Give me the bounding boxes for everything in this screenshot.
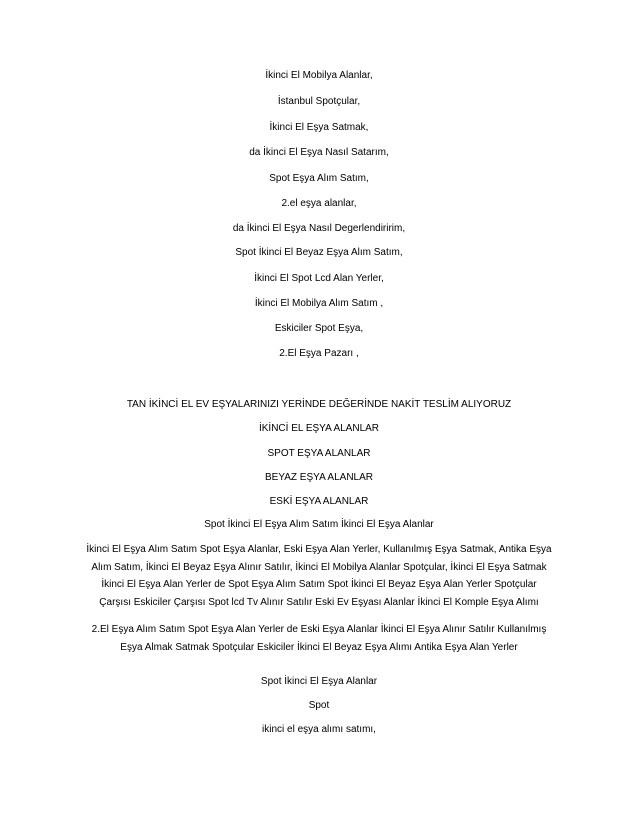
section-heading: İKİNCİ EL EŞYA ALANLAR — [258, 423, 380, 434]
keyword-line: da İkinci El Eşya Nasıl Degerlendiririm, — [232, 223, 406, 234]
keyword-line: Eskiciler Spot Eşya, — [274, 323, 364, 334]
footer-line: Spot İkinci El Eşya Alanlar — [260, 676, 378, 687]
footer-line: Spot — [308, 700, 330, 711]
keyword-line: İstanbul Spotçular, — [277, 96, 361, 107]
footer-line: ikinci el eşya alımı satımı, — [262, 724, 376, 735]
keyword-line: İkinci El Mobilya Alanlar, — [265, 70, 373, 81]
keyword-line: 2.El Eşya Pazarı , — [279, 348, 359, 359]
section-heading: BEYAZ EŞYA ALANLAR — [264, 472, 373, 483]
paragraph-1: İkinci El Eşya Alım Satım Spot Eşya Alanlar, Eski Eşya Alan Yerler, Kullanılmış Eşya Satmak, Antika Eşya Alım Satım, İkinci El Beyaz Eşya Alınır Satılır, İkinci El Mobilya Alanlar Spotçular, İkinci El Eşya Satmak İkinci El Eşya Alan Yerler de Spot Eşya Alım Satım Spot İkinci El Beyaz Eşya Alan Yerler Spotçular Çarşısı Eskiciler Çarşısı Spot lcd Tv Alınır Satılır Eski Ev Eşyası Alanlar İkinci El Komple Eşya Alımı — [86, 544, 552, 608]
keyword-line: 2.el eşya alanlar, — [281, 198, 357, 209]
keyword-line: İkinci El Mobilya Alım Satım , — [254, 298, 384, 309]
section-heading: SPOT EŞYA ALANLAR — [267, 448, 371, 459]
subtitle-line: Spot İkinci El Eşya Alım Satım İkinci El Eşya Alanlar — [204, 519, 434, 530]
keyword-line: İkinci El Eşya Satmak, — [269, 122, 369, 133]
paragraph-2: 2.El Eşya Alım Satım Spot Eşya Alan Yerler de Eski Eşya Alanlar İkinci El Eşya Alınır Satılır Kullanılmış Eşya Almak Satmak Spotçular Eskiciler İkinci El Beyaz Eşya Alımı Antika Eşya Alan Yerler — [91, 624, 547, 653]
keyword-line: da İkinci El Eşya Nasıl Satarım, — [249, 147, 389, 158]
section-heading: ESKİ EŞYA ALANLAR — [269, 496, 369, 507]
banner-line: TAN İKİNCİ EL EV EŞYALARINIZI YERİNDE DEĞERİNDE NAKİT TESLİM ALIYORUZ — [126, 399, 512, 410]
keyword-line: Spot Eşya Alım Satım, — [269, 173, 369, 184]
keyword-line: Spot İkinci El Beyaz Eşya Alım Satım, — [235, 247, 403, 258]
keyword-line: İkinci El Spot Lcd Alan Yerler, — [254, 273, 384, 284]
